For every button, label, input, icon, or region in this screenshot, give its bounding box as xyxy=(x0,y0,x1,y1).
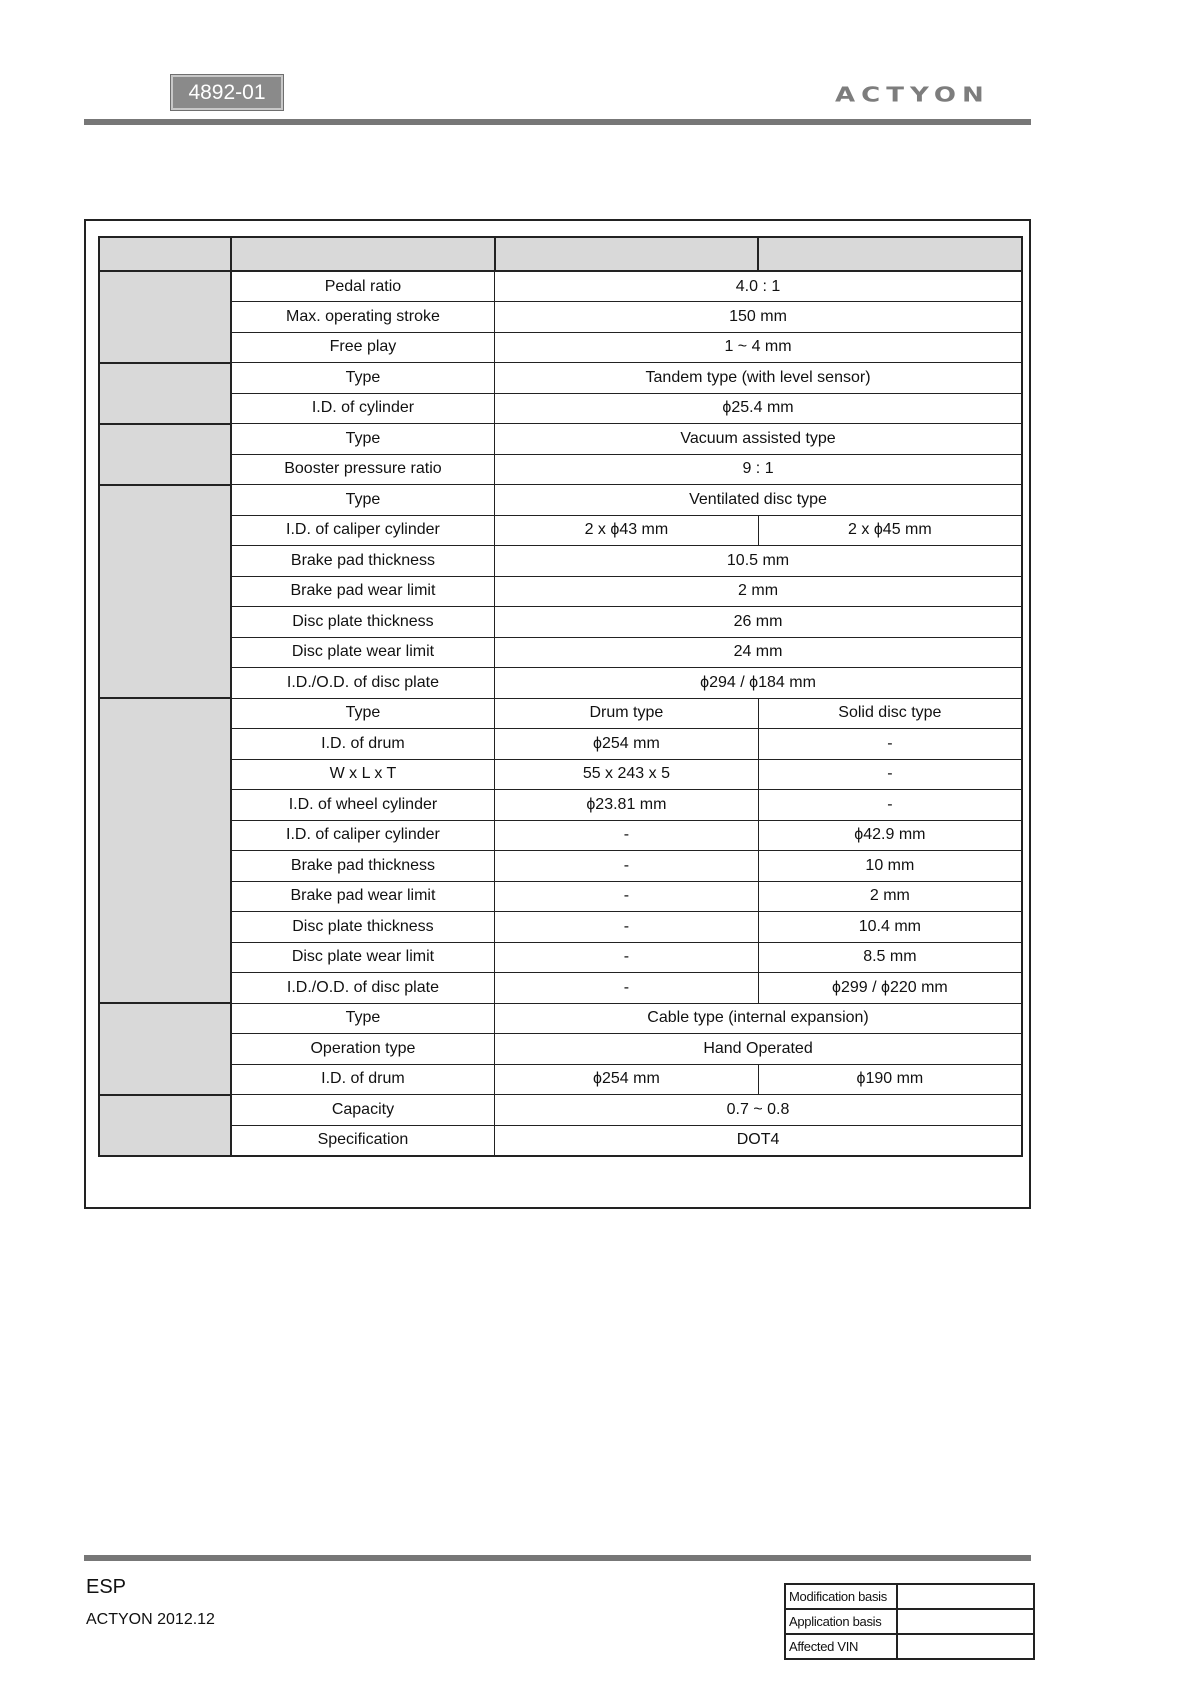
item-cell: I.D. of caliper cylinder xyxy=(231,820,495,851)
value-cell-2: 10.4 mm xyxy=(758,912,1022,943)
value-cell-2: 10 mm xyxy=(758,851,1022,882)
table-row xyxy=(99,271,1022,302)
value-cell: 2 mm xyxy=(495,576,1022,607)
value-cell: 1 ~ 4 mm xyxy=(495,332,1022,363)
header-cell-spec-2 xyxy=(758,237,1022,271)
brand-logo: ACTYON xyxy=(835,83,990,108)
value-cell: ϕ294 / ϕ184 mm xyxy=(495,668,1022,699)
item-cell: Capacity xyxy=(231,1095,495,1126)
header-cell-spec-1 xyxy=(495,237,759,271)
value-cell: 150 mm xyxy=(495,302,1022,333)
value-cell: ϕ25.4 mm xyxy=(495,393,1022,424)
value-cell-2: - xyxy=(758,759,1022,790)
document-code-badge: 4892-01 xyxy=(171,75,283,110)
category-cell-parking-brake xyxy=(99,1003,231,1095)
table-row xyxy=(99,363,1022,394)
mod-value xyxy=(897,1609,1034,1634)
item-cell: I.D. of caliper cylinder xyxy=(231,515,495,546)
category-cell-brake-fluid xyxy=(99,1095,231,1156)
table-row xyxy=(99,729,1022,760)
table-row xyxy=(785,1584,1034,1609)
table-row xyxy=(99,485,1022,516)
item-cell: Brake pad thickness xyxy=(231,546,495,577)
item-cell: I.D. of drum xyxy=(231,1064,495,1095)
value-cell: Ventilated disc type xyxy=(495,485,1022,516)
item-cell: I.D./O.D. of disc plate xyxy=(231,973,495,1004)
table-row xyxy=(99,302,1022,333)
value-cell: 24 mm xyxy=(495,637,1022,668)
item-cell: Disc plate thickness xyxy=(231,607,495,638)
item-cell: Disc plate wear limit xyxy=(231,637,495,668)
value-cell-2: ϕ299 / ϕ220 mm xyxy=(758,973,1022,1004)
table-row xyxy=(99,820,1022,851)
value-cell-2: 2 mm xyxy=(758,881,1022,912)
table-row xyxy=(99,1095,1022,1126)
table-row xyxy=(99,973,1022,1004)
item-cell: Specification xyxy=(231,1125,495,1156)
item-cell: Booster pressure ratio xyxy=(231,454,495,485)
table-row xyxy=(99,668,1022,699)
value-cell-1: ϕ23.81 mm xyxy=(495,790,759,821)
header-cell-category xyxy=(99,237,231,271)
table-row xyxy=(99,1125,1022,1156)
table-row xyxy=(99,332,1022,363)
mod-label: Application basis xyxy=(785,1609,897,1634)
item-cell: I.D. of wheel cylinder xyxy=(231,790,495,821)
table-row xyxy=(99,1064,1022,1095)
value-cell-1: - xyxy=(495,912,759,943)
table-row xyxy=(99,1034,1022,1065)
value-cell: 9 : 1 xyxy=(495,454,1022,485)
table-row xyxy=(99,576,1022,607)
value-cell: Cable type (internal expansion) xyxy=(495,1003,1022,1034)
item-cell: Brake pad wear limit xyxy=(231,881,495,912)
value-cell: DOT4 xyxy=(495,1125,1022,1156)
brake-spec-table xyxy=(98,236,1023,1157)
category-cell-master-cylinder xyxy=(99,363,231,424)
mod-label: Modification basis xyxy=(785,1584,897,1609)
header-rule xyxy=(84,119,1031,125)
value-cell: 26 mm xyxy=(495,607,1022,638)
item-cell: Pedal ratio xyxy=(231,271,495,302)
item-cell: Brake pad wear limit xyxy=(231,576,495,607)
value-cell-2: Solid disc type xyxy=(758,698,1022,729)
table-row xyxy=(99,424,1022,455)
value-cell: 4.0 : 1 xyxy=(495,271,1022,302)
value-cell-1: 55 x 243 x 5 xyxy=(495,759,759,790)
table-row xyxy=(99,759,1022,790)
value-cell-1: - xyxy=(495,942,759,973)
table-row xyxy=(99,912,1022,943)
item-cell: Operation type xyxy=(231,1034,495,1065)
value-cell-1: ϕ254 mm xyxy=(495,1064,759,1095)
table-row xyxy=(785,1609,1034,1634)
item-cell: Free play xyxy=(231,332,495,363)
item-cell: I.D. of cylinder xyxy=(231,393,495,424)
table-row xyxy=(99,546,1022,577)
table-row xyxy=(785,1634,1034,1659)
value-cell-2: 8.5 mm xyxy=(758,942,1022,973)
table-row xyxy=(99,454,1022,485)
table-header-row xyxy=(99,237,1022,271)
item-cell: Max. operating stroke xyxy=(231,302,495,333)
value-cell-2: - xyxy=(758,790,1022,821)
mod-value xyxy=(897,1634,1034,1659)
table-row xyxy=(99,393,1022,424)
value-cell: Hand Operated xyxy=(495,1034,1022,1065)
item-cell: Disc plate thickness xyxy=(231,912,495,943)
category-cell-pedal xyxy=(99,271,231,363)
mod-label: Affected VIN xyxy=(785,1634,897,1659)
mod-value xyxy=(897,1584,1034,1609)
value-cell: Vacuum assisted type xyxy=(495,424,1022,455)
footer-section-label: ESP xyxy=(86,1576,127,1598)
item-cell: I.D./O.D. of disc plate xyxy=(231,668,495,699)
item-cell: Type xyxy=(231,424,495,455)
category-cell-rear-brake xyxy=(99,698,231,1003)
value-cell-1: - xyxy=(495,820,759,851)
value-cell: Tandem type (with level sensor) xyxy=(495,363,1022,394)
category-cell-front-brake xyxy=(99,485,231,699)
value-cell-1: 2 x ϕ43 mm xyxy=(495,515,759,546)
table-row xyxy=(99,1003,1022,1034)
item-cell: Type xyxy=(231,1003,495,1034)
category-cell-booster xyxy=(99,424,231,485)
table-row xyxy=(99,698,1022,729)
value-cell-2: 2 x ϕ45 mm xyxy=(758,515,1022,546)
item-cell: I.D. of drum xyxy=(231,729,495,760)
table-row xyxy=(99,637,1022,668)
modification-table xyxy=(784,1583,1035,1660)
item-cell: Type xyxy=(231,363,495,394)
header-cell-item xyxy=(231,237,495,271)
value-cell-2: ϕ42.9 mm xyxy=(758,820,1022,851)
item-cell: Type xyxy=(231,485,495,516)
footer-rule xyxy=(84,1555,1031,1561)
table-row xyxy=(99,790,1022,821)
item-cell: W x L x T xyxy=(231,759,495,790)
value-cell-1: - xyxy=(495,881,759,912)
value-cell-1: Drum type xyxy=(495,698,759,729)
table-row xyxy=(99,607,1022,638)
table-row xyxy=(99,942,1022,973)
value-cell-2: - xyxy=(758,729,1022,760)
table-row xyxy=(99,881,1022,912)
value-cell: 10.5 mm xyxy=(495,546,1022,577)
value-cell-1: ϕ254 mm xyxy=(495,729,759,760)
item-cell: Brake pad thickness xyxy=(231,851,495,882)
item-cell: Type xyxy=(231,698,495,729)
item-cell: Disc plate wear limit xyxy=(231,942,495,973)
value-cell-1: - xyxy=(495,973,759,1004)
value-cell: 0.7 ~ 0.8 xyxy=(495,1095,1022,1126)
value-cell-2: ϕ190 mm xyxy=(758,1064,1022,1095)
value-cell-1: - xyxy=(495,851,759,882)
table-row xyxy=(99,515,1022,546)
table-row xyxy=(99,851,1022,882)
footer-model-date: ACTYON 2012.12 xyxy=(86,1611,215,1628)
